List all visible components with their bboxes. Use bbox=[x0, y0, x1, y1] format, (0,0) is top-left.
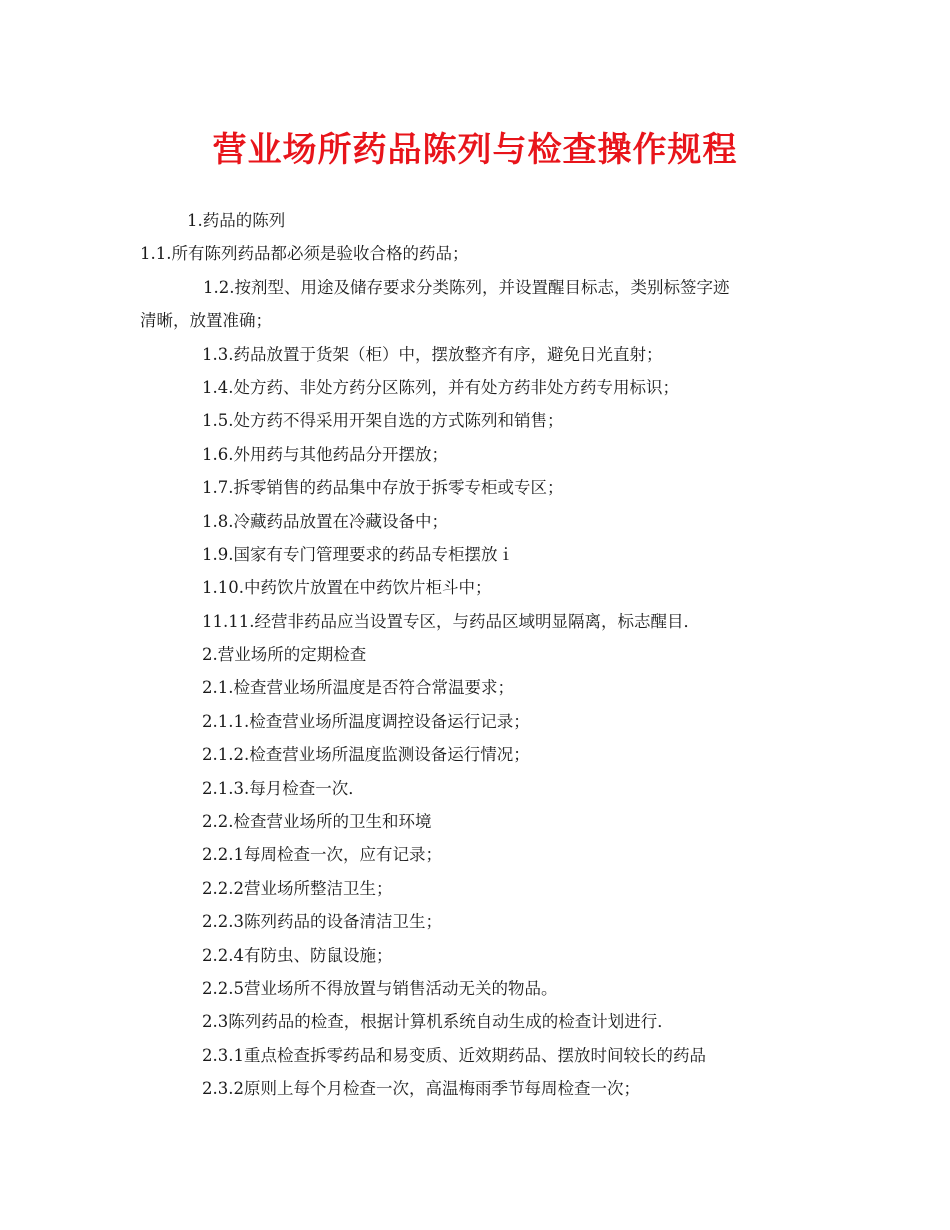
clause-2-1: 2.1.检查营业场所温度是否符合常温要求； bbox=[202, 678, 514, 698]
clause-2-3-2: 2.3.2原则上每个月检查一次，高温梅雨季节每周检查一次； bbox=[202, 1079, 640, 1099]
clause-1-2-continued: 清晰，放置准确； bbox=[140, 311, 272, 331]
document-title: 营业场所药品陈列与检查操作规程 bbox=[212, 130, 738, 170]
clause-2-1-1: 2.1.1.检查营业场所温度调控设备运行记录； bbox=[202, 711, 530, 731]
clause-2-3-1: 2.3.1重点检查拆零药品和易变质、近效期药品、摆放时间较长的药品 bbox=[202, 1045, 706, 1065]
clause-1-2: 1.2.按剂型、用途及储存要求分类陈列，并设置醒目标志，类别标签字迹 bbox=[203, 277, 730, 297]
clause-1-7: 1.7.拆零销售的药品集中存放于拆零专柜或专区； bbox=[202, 478, 564, 498]
clause-11-11: 11.11.经营非药品应当设置专区，与药品区域明显隔离，标志醒目． bbox=[202, 611, 700, 631]
clause-2-3: 2.3陈列药品的检查，根据计算机系统自动生成的检查计划进行． bbox=[202, 1012, 674, 1032]
clause-2-2-4: 2.2.4有防虫、防鼠设施； bbox=[202, 945, 393, 965]
clause-1-8: 1.8.冷藏药品放置在冷藏设备中； bbox=[202, 511, 448, 531]
clause-1-9: 1.9.国家有专门管理要求的药品专柜摆放ｉ bbox=[202, 544, 514, 564]
clause-2-2-3: 2.2.3陈列药品的设备清洁卫生； bbox=[202, 912, 442, 932]
clause-1-6: 1.6.外用药与其他药品分开摆放； bbox=[202, 444, 448, 464]
clause-2-2: 2.2.检查营业场所的卫生和环境 bbox=[202, 812, 432, 832]
clause-1-3: 1.3.药品放置于货架（柜）中，摆放整齐有序，避免日光直射； bbox=[202, 344, 663, 364]
section-heading-1: 1.药品的陈列 bbox=[187, 211, 286, 230]
document-body bbox=[140, 204, 820, 1106]
clause-1-4: 1.4.处方药、非处方药分区陈列，并有处方药非处方药专用标识； bbox=[202, 377, 679, 397]
clause-1-10: 1.10.中药饮片放置在中药饮片柜斗中； bbox=[202, 578, 492, 598]
clause-2-2-5: 2.2.5营业场所不得放置与销售活动无关的物品。 bbox=[202, 978, 558, 998]
clause-1-1: 1.1.所有陈列药品都必须是验收合格的药品； bbox=[140, 244, 469, 264]
clause-2-1-2: 2.1.2.检查营业场所温度监测设备运行情况； bbox=[202, 745, 530, 765]
section-heading-2: 2.营业场所的定期检查 bbox=[202, 645, 367, 665]
clause-2-2-2: 2.2.2营业场所整洁卫生； bbox=[202, 878, 393, 898]
clause-2-1-3: 2.1.3.每月检查一次． bbox=[202, 778, 365, 798]
clause-1-5: 1.5.处方药不得采用开架自选的方式陈列和销售； bbox=[202, 411, 564, 431]
clause-2-2-1: 2.2.1每周检查一次，应有记录； bbox=[202, 845, 442, 865]
